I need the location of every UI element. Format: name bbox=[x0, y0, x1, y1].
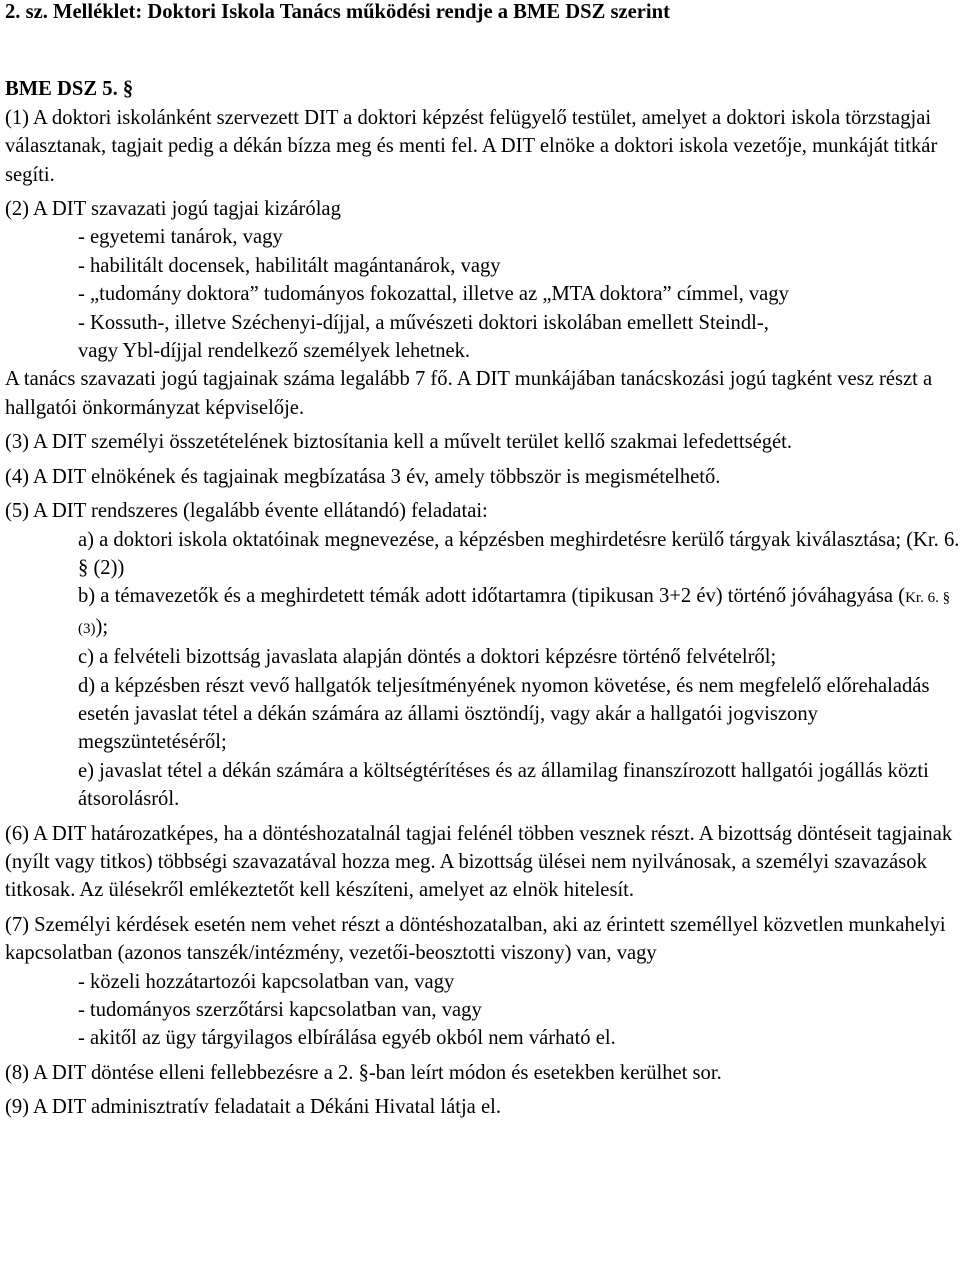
item-b-reference: Kr. 6. § (3) bbox=[78, 590, 951, 637]
paragraph-5-item-d: d) a képzésben részt vevő hallgatók teljesítményének nyomon követése, és nem megfelelő előrehaladás esetén javaslat tétel a dékán számára az állami ösztöndíj, vagy akár a hallgatói jogviszony megszüntetéséről; bbox=[78, 674, 930, 754]
paragraph-2-after: A tanács szavazati jogú tagjainak száma legalább 7 fő. A DIT munkájában tanácskozási jogú tagként vesz részt a hallgatói önkormányzat képviselője. bbox=[5, 368, 933, 419]
paragraph-3: (3) A DIT személyi összetételének biztosítania kell a művelt terület kellő szakmai lefedettségét. bbox=[5, 431, 793, 454]
item-b-end: ); bbox=[95, 615, 109, 638]
paragraph-7-item: - közeli hozzátartozói kapcsolatban van, vagy bbox=[78, 970, 455, 993]
paragraph-7-item: - tudományos szerzőtársi kapcsolatban van, vagy bbox=[78, 999, 482, 1021]
section-heading: BME DSZ 5. § bbox=[5, 78, 134, 101]
paragraph-2-intro: (2) A DIT szavazati jogú tagjai kizárólag bbox=[5, 198, 341, 221]
paragraph-5-item-c: c) a felvételi bizottság javaslata alapján döntés a doktori képzésre történő felvételről; bbox=[78, 646, 777, 669]
paragraph-1: (1) A doktori iskolánként szervezett DIT a doktori képzést felügyelő testület, amelyet a doktori iskola törzstagjai választanak, tagjait pedig a dékán bízza meg és menti fel. A DIT elnöke a doktori iskola vezetője, munkáját titkár segíti. bbox=[5, 106, 938, 186]
paragraph-8: (8) A DIT döntése elleni fellebbezésre a 2. §-ban leírt módon és esetekben kerülhet sor. bbox=[5, 1061, 722, 1084]
paragraph-5-item-b bbox=[5, 582, 960, 643]
paragraph-2-item: - egyetemi tanárok, vagy bbox=[78, 226, 283, 249]
paragraph-2-item: - habilitált docensek, habilitált magántanárok, vagy bbox=[78, 254, 501, 277]
item-b-text: b) a témavezetők és a meghirdetett témák adott időtartamra (tipikusan 3+2 év) történő jóváhagyása ( bbox=[78, 585, 906, 608]
paragraph-7-item: - akitől az ügy tárgyilagos elbírálása egyéb okból nem várható el. bbox=[78, 1027, 616, 1050]
paragraph-4: (4) A DIT elnökének és tagjainak megbízatása 3 év, amely többször is megismételhető. bbox=[5, 465, 721, 488]
paragraph-2-item: - Kossuth-, illetve Széchenyi-díjjal, a művészeti doktori iskolában emellett Steindl-, bbox=[78, 311, 769, 334]
paragraph-5-intro: (5) A DIT rendszeres (legalább évente ellátandó) feladatai: bbox=[5, 500, 488, 523]
paragraph-2-item: - „tudomány doktora” tudományos fokozattal, illetve az „MTA doktora” címmel, vagy bbox=[78, 283, 789, 306]
paragraph-6: (6) A DIT határozatképes, ha a döntéshozatalnál tagjai felénél többen vesznek részt. A bizottság döntéseit tagjainak (nyílt vagy titkos) többségi szavazatával hozza meg. A bizottság ülései nem nyilvánosak, a személyi szavazások titkosak. Az ülésekről emlékeztetőt kell készíteni, amelyet az elnök hitelesít. bbox=[5, 822, 953, 902]
document-title: 2. sz. Melléklet: Doktori Iskola Tanács működési rendje a BME DSZ szerint bbox=[5, 1, 670, 23]
document-page bbox=[5, 0, 960, 1122]
paragraph-5-item-a: a) a doktori iskola oktatóinak megnevezése, a képzésben meghirdetésre kerülő tárgyak kiválasztása; (Kr. 6. § (2)) bbox=[78, 528, 960, 579]
paragraph-9: (9) A DIT adminisztratív feladatait a Dékáni Hivatal látja el. bbox=[5, 1096, 501, 1119]
paragraph-2-item: vagy Ybl-díjjal rendelkező személyek lehetnek. bbox=[78, 340, 471, 363]
paragraph-5-item-e: e) javaslat tétel a dékán számára a költségtérítéses és az államilag finanszírozott hallgatói jogállás közti átsorolásról. bbox=[78, 759, 929, 811]
paragraph-7-intro: (7) Személyi kérdések esetén nem vehet részt a döntéshozatalban, aki az érintett személlyel közvetlen munkahelyi kapcsolatban (azonos tanszék/intézmény, vezetői-beosztotti viszony) van, vagy bbox=[5, 913, 946, 965]
